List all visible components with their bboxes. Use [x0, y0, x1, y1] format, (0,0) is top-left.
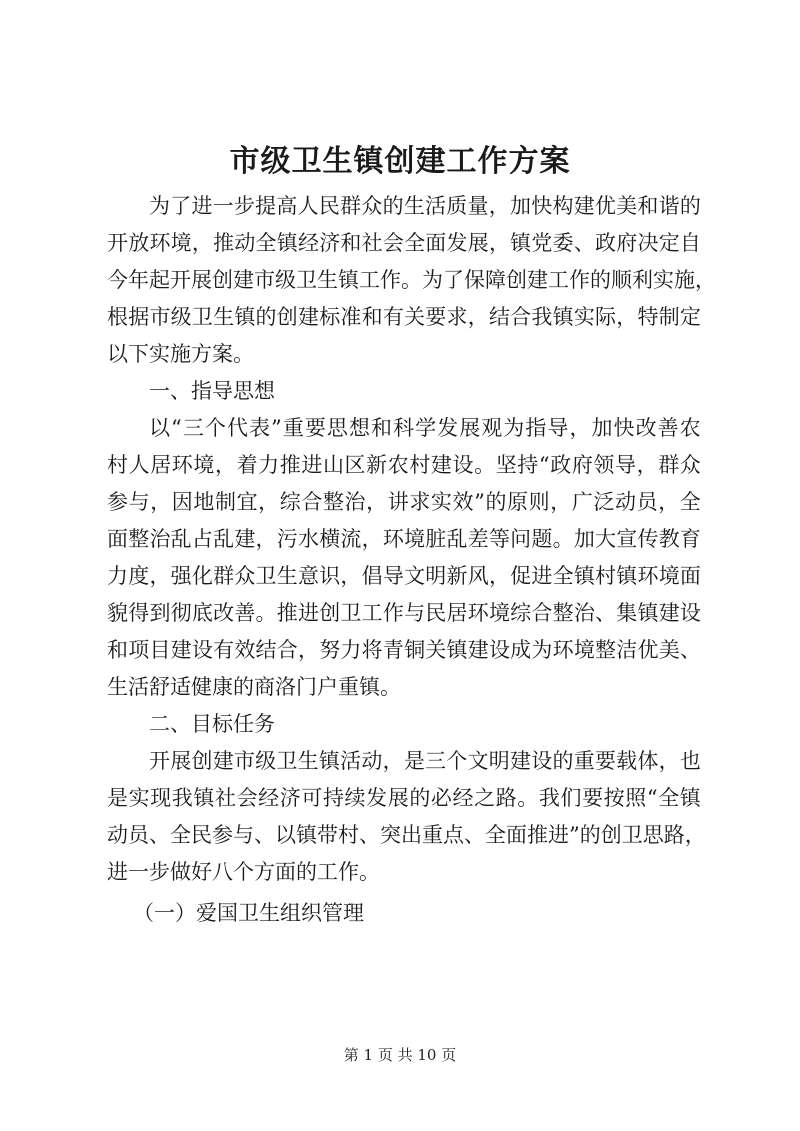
text-line: 以 “ 三 个 代 表 ” 重 要 思 想 和 科 学 发 展 观 为 指 导 ， 加 快 改 善 农: [149, 416, 701, 440]
text-line: 今 年 起 开 展 创 建 市 级 卫 生 镇 工 作 。 为 了 保 障 创 建 工 作 的 顺 利 实 施 ，: [107, 268, 716, 292]
text-line: 开 展 创 建 市 级 卫 生 镇 活 动 ， 是 三 个 文 明 建 设 的 重 要 载 体 ， 也: [149, 749, 701, 773]
section-heading: 一、指导思想: [149, 379, 275, 403]
subsection-heading: （一）爱国卫生组织管理: [133, 901, 364, 925]
section-heading: 二、目标任务: [149, 712, 275, 736]
text-line: 动 员 、 全 民 参 与 、 以 镇 带 村 、 突 出 重 点 、 全 面 推 进 ” 的 创 卫 思 路 ，: [107, 823, 706, 847]
document-title: 市级卫生镇创建工作方案: [229, 144, 571, 179]
text-line: 参 与 ， 因 地 制 宜 ， 综 合 整 治 ， 讲 求 实 效 ” 的 原 则 ， 广 泛 动 员 ， 全: [107, 490, 701, 514]
text-line: 和 项 目 建 设 有 效 结 合 ， 努 力 将 青 铜 关 镇 建 设 成 为 环 境 整 洁 优 美 、: [107, 638, 701, 662]
text-line: 以下实施方案。: [107, 342, 254, 366]
text-line: 是 实 现 我 镇 社 会 经 济 可 持 续 发 展 的 必 经 之 路 。 我 们 要 按 照 “ 全 镇: [107, 786, 701, 810]
text-line: 貌 得 到 彻 底 改 善 。 推 进 创 卫 工 作 与 民 居 环 境 综 合 整 治 、 集 镇 建 设: [107, 601, 701, 625]
text-line: 为 了 进 一 步 提 高 人 民 群 众 的 生 活 质 量 ， 加 快 构 建 优 美 和 谐 的: [149, 194, 701, 218]
text-line: 面 整 治 乱 占 乱 建 ， 污 水 横 流 ， 环 境 脏 乱 差 等 问 题 。 加 大 宣 传 教 育: [107, 527, 701, 551]
text-line: 力 度 ， 强 化 群 众 卫 生 意 识 ， 倡 导 文 明 新 风 ， 促 进 全 镇 村 镇 环 境 面: [107, 564, 701, 588]
document-body: [107, 188, 716, 932]
text-line: 进一步做好八个方面的工作。: [107, 860, 380, 884]
text-line: 根 据 市 级 卫 生 镇 的 创 建 标 准 和 有 关 要 求 ， 结 合 我 镇 实 际 ， 特 制 定: [107, 305, 701, 329]
page-footer: 第 1 页 共 10 页: [343, 1046, 457, 1064]
text-line: 开 放 环 境 ， 推 动 全 镇 经 济 和 社 会 全 面 发 展 ， 镇 党 委 、 政 府 决 定 自: [107, 231, 701, 255]
text-line: 村 人 居 环 境 ， 着 力 推 进 山 区 新 农 村 建 设 。 坚 持 “ 政 府 领 导 ， 群 众: [107, 453, 701, 477]
text-line: 生活舒适健康的商洛门户重镇。: [107, 675, 401, 699]
